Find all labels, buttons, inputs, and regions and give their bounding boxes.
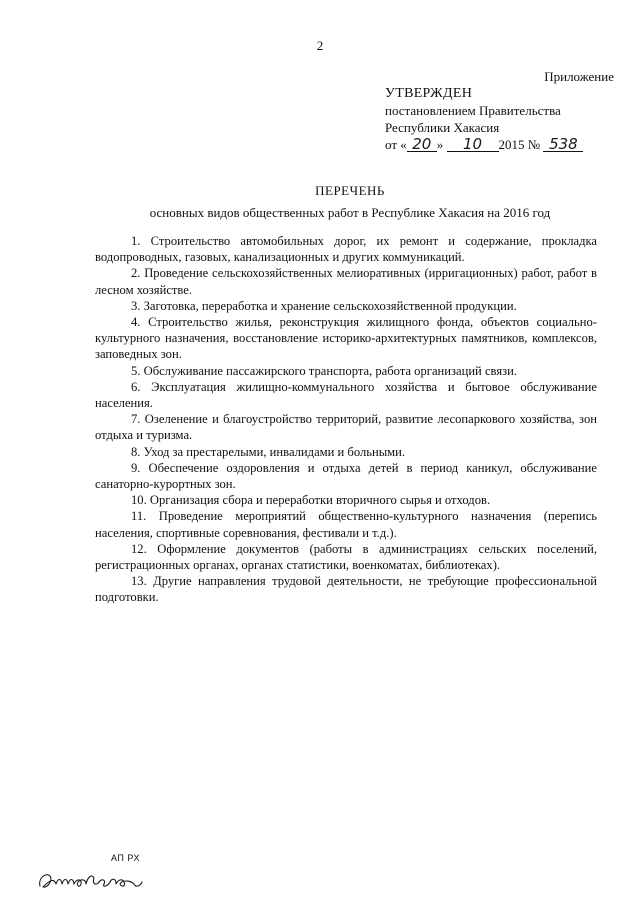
date-mid: » [436,137,444,152]
list-item: 10. Организация сбора и переработки вторичного сырья и отходов. [131,493,491,508]
document-subtitle: основных видов общественных работ в Республике Хакасия на 2016 год [149,205,551,220]
date-day-handwritten: 20 [407,137,437,152]
works-list [95,233,597,606]
list-item: 3. Заготовка, переработка и хранение сельскохозяйственной продукции. [131,298,517,313]
decree-date-line [385,136,583,153]
title-block [0,183,640,221]
list-item: 5. Обслуживание пассажирского транспорта, работа организаций связи. [131,363,517,378]
page-number: 2 [316,38,324,53]
list-item: 7. Озеленение и благоустройство территорий, развитие лесопаркового хозяйства, зон отдыха и туризма. [95,412,597,443]
list-item: 1. Строительство автомобильных дорог, их ремонт и содержание, прокладка водопроводных, газовых, канализационных и других коммуникаций. [95,234,597,265]
list-item: 9. Обеспечение оздоровления и отдыха детей в период каникул, обслуживание санаторно-курортных зон. [95,460,597,492]
date-month-handwritten: 10 [447,137,499,152]
doc-number-handwritten: 538 [543,137,583,152]
list-item: 6. Эксплуатация жилищно-коммунального хозяйства и бытовое обслуживание населения. [95,379,597,411]
list-item: 12. Оформление документов (работы в администрациях сельских поселений, регистрационных органах, органах статистики, военкоматах, библиотеках). [95,541,597,573]
decree-line: постановлением Правительства [385,103,561,118]
list-item: 13. Другие направления трудовой деятельности, не требующие профессиональной подготовки. [95,574,597,605]
list-item: 11. Проведение мероприятий общественно-культурного назначения (перепись населения, спортивные соревнования, фестивали и т.д.). [95,509,597,540]
document-title: ПЕРЕЧЕНЬ [315,183,385,198]
list-item: 4. Строительство жилья, реконструкция жилищного фонда, объектов социально-культурного назначения, восстановление историко-архитектурных памятников, комплексов, заповедных зон. [95,315,597,362]
list-item: 2. Проведение сельскохозяйственных мелиоративных (ирригационных) работ, работ в лесном хозяйстве. [95,266,597,297]
date-prefix: от « [385,137,407,152]
handwritten-signature [36,866,146,894]
list-item: 8. Уход за престарелыми, инвалидами и больными. [131,444,406,459]
appendix-label: Приложение [544,69,614,84]
date-year: 2015 № [498,137,541,152]
approved-word: УТВЕРЖДЕН [385,86,473,101]
approval-block [385,85,583,153]
region-line: Республики Хакасия [385,120,500,135]
footer-code: АП РХ [111,853,140,863]
